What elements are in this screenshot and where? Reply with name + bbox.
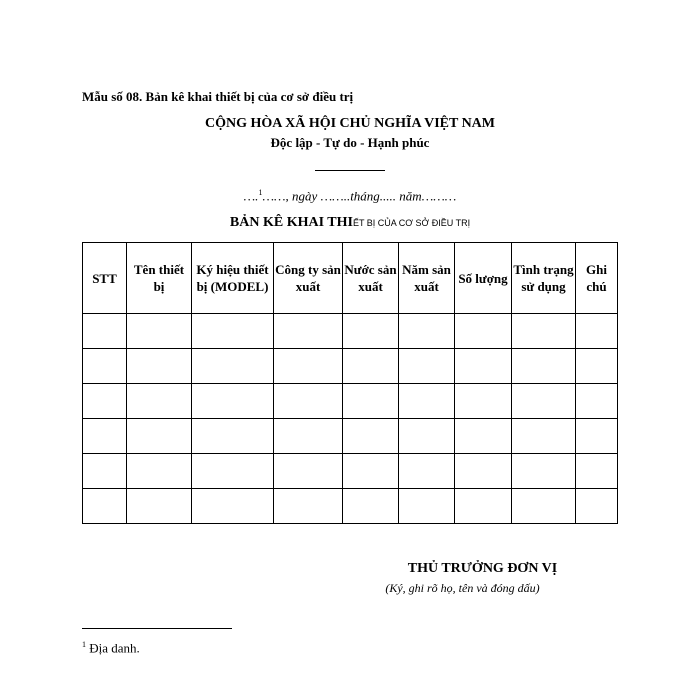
table-cell[interactable] <box>455 349 512 384</box>
footnote <box>82 640 140 656</box>
table-cell[interactable] <box>274 349 343 384</box>
table-cell[interactable] <box>455 454 512 489</box>
table-cell[interactable] <box>576 349 618 384</box>
form-number: Mẫu số 08. Bản kê khai thiết bị của cơ sở điều trị <box>82 89 354 104</box>
table-row <box>83 349 618 384</box>
table-cell[interactable] <box>576 489 618 524</box>
table-cell[interactable] <box>343 349 399 384</box>
table-cell[interactable] <box>399 349 455 384</box>
footnote-separator <box>82 628 232 629</box>
column-header-model: Ký hiệu thiết bị (MODEL) <box>192 243 274 314</box>
table-cell[interactable] <box>274 454 343 489</box>
table-cell[interactable] <box>192 419 274 454</box>
table-cell[interactable] <box>127 454 192 489</box>
nation-header: CỘNG HÒA XÃ HỘI CHỦ NGHĨA VIỆT NAM <box>204 116 495 131</box>
table-cell[interactable] <box>512 384 576 419</box>
table-row <box>83 314 618 349</box>
table-cell[interactable] <box>83 489 127 524</box>
document-title-tail: ẾT BỊ CỦA CƠ SỞ ĐIỀU TRỊ <box>352 218 471 228</box>
table-cell[interactable] <box>274 489 343 524</box>
dateline-prefix: …. <box>243 188 259 204</box>
table-cell[interactable] <box>512 454 576 489</box>
table-cell[interactable] <box>83 454 127 489</box>
table-cell[interactable] <box>512 314 576 349</box>
signature-title: THỦ TRƯỞNG ĐƠN VỊ <box>407 561 558 576</box>
table-cell[interactable] <box>455 489 512 524</box>
place-date-line <box>0 188 700 204</box>
table-cell[interactable] <box>399 489 455 524</box>
table-cell[interactable] <box>274 384 343 419</box>
table-cell[interactable] <box>192 314 274 349</box>
table-cell[interactable] <box>512 489 576 524</box>
table-cell[interactable] <box>455 314 512 349</box>
table-cell[interactable] <box>274 419 343 454</box>
table-cell[interactable] <box>455 419 512 454</box>
table-cell[interactable] <box>455 384 512 419</box>
table-cell[interactable] <box>576 454 618 489</box>
table-cell[interactable] <box>192 384 274 419</box>
table-cell[interactable] <box>83 384 127 419</box>
table-cell[interactable] <box>399 314 455 349</box>
document-title <box>0 215 700 231</box>
dateline-footnote-mark: 1 <box>258 188 263 197</box>
table-body <box>83 314 618 524</box>
table-cell[interactable] <box>399 384 455 419</box>
table-cell[interactable] <box>83 419 127 454</box>
document-title-main: BẢN KÊ KHAI THI <box>229 215 353 230</box>
table-row <box>83 489 618 524</box>
motto-underline <box>315 170 385 171</box>
column-header-manufacturer: Công ty sản xuất <box>274 243 343 314</box>
table-cell[interactable] <box>274 314 343 349</box>
column-header-notes: Ghi chú <box>576 243 618 314</box>
table-cell[interactable] <box>192 349 274 384</box>
table-cell[interactable] <box>192 454 274 489</box>
footnote-text: Địa danh. <box>86 640 140 656</box>
dateline-text: ……, ngày ……..tháng..... năm……… <box>262 188 457 204</box>
table-cell[interactable] <box>512 419 576 454</box>
table-cell[interactable] <box>343 454 399 489</box>
table-cell[interactable] <box>399 454 455 489</box>
signature-note: (Ký, ghi rõ họ, tên và đóng dấu) <box>385 581 540 595</box>
table-cell[interactable] <box>83 349 127 384</box>
table-header-row <box>83 243 618 314</box>
table-cell[interactable] <box>576 384 618 419</box>
table-cell[interactable] <box>399 419 455 454</box>
table-cell[interactable] <box>343 489 399 524</box>
table-cell[interactable] <box>512 349 576 384</box>
table-cell[interactable] <box>192 489 274 524</box>
table-cell[interactable] <box>127 419 192 454</box>
table-cell[interactable] <box>576 314 618 349</box>
table-row <box>83 384 618 419</box>
column-header-equipment-name: Tên thiết bị <box>127 243 192 314</box>
column-header-quantity: Số lượng <box>455 243 512 314</box>
column-header-country: Nước sản xuất <box>343 243 399 314</box>
table-row <box>83 419 618 454</box>
table-cell[interactable] <box>343 314 399 349</box>
column-header-year: Năm sản xuất <box>399 243 455 314</box>
table-row <box>83 454 618 489</box>
table-cell[interactable] <box>127 349 192 384</box>
table-cell[interactable] <box>127 489 192 524</box>
table-cell[interactable] <box>83 314 127 349</box>
column-header-condition: Tình trạng sử dụng <box>512 243 576 314</box>
motto: Độc lập - Tự do - Hạnh phúc <box>270 135 430 150</box>
table-cell[interactable] <box>127 384 192 419</box>
column-header-stt: STT <box>83 243 127 314</box>
equipment-table <box>82 242 618 524</box>
table-cell[interactable] <box>127 314 192 349</box>
table-cell[interactable] <box>343 384 399 419</box>
footnote-mark: 1 <box>82 640 86 649</box>
table-cell[interactable] <box>343 419 399 454</box>
table-cell[interactable] <box>576 419 618 454</box>
